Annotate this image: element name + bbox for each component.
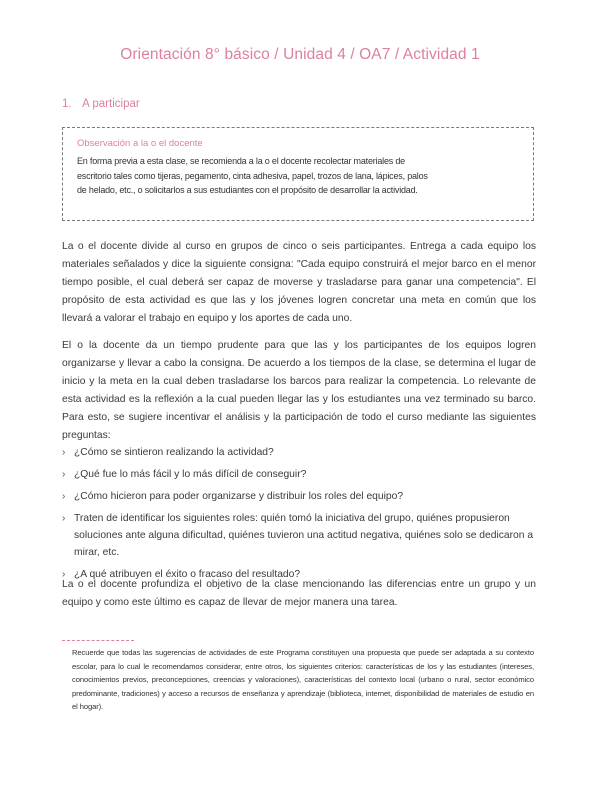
list-item (62, 488, 536, 505)
section-title: A participar (82, 98, 140, 110)
footnote: Recuerde que todas las sugerencias de actividades de este Programa constituyen una propuesta que puede ser adaptada a su contexto escolar, para lo cual le recomendamos considerar, entre otros, los siguientes criterios: características de los y las estudiantes (intereses, conocimientos previos, preconcepciones, creencias y valoraciones), características del contexto local (urbano o rural, sector económico predominante, tradiciones) y acceso a recursos de enseñanza y aprendizaje (biblioteca, internet, disponibilidad de materiales de estudio en el hogar). (72, 648, 534, 711)
question-list (62, 444, 536, 588)
paragraph-conclusion: La o el docente profundiza el objetivo de la clase mencionando las diferencias entre un grupo y un equipo y como este último es capaz de llevar de mejor manera una tarea. (62, 579, 536, 608)
question-text: ¿Cómo se sintieron realizando la actividad? (74, 447, 274, 458)
section-number: 1. (62, 98, 72, 110)
question-text: ¿Qué fue lo más fácil y lo más difícil de conseguir? (74, 469, 307, 480)
chevron-right-icon: › (62, 469, 66, 480)
chevron-right-icon: › (62, 513, 66, 524)
page-title: Orientación 8° básico / Unidad 4 / OA7 / Actividad 1 (120, 46, 480, 63)
chevron-right-icon: › (62, 569, 66, 580)
question-text: ¿A qué atribuyen el éxito o fracaso del resultado? (74, 569, 301, 580)
paragraph-reflection: El o la docente da un tiempo prudente para que las y los participantes de los equipos logren organizarse y llevar a cabo la consigna. De acuerdo a los tiempos de la clase, se determina el lugar de inicio y la meta en la cual deben trasladarse los barcos para realizar la competencia. Lo relevante de esta actividad es la reflexión a la cual pueden llegar las y los estudiantes una vez terminado su barco. Para esto, se sugiere incentivar el análisis y la participación de todo el curso mediante las siguientes preguntas: (62, 340, 536, 441)
list-item (62, 466, 536, 483)
chevron-right-icon: › (62, 491, 66, 502)
note-text: En forma previa a esta clase, se recomienda a la o el docente recolectar materiales de escritorio tales como tijeras, pegamento, cinta adhesiva, papel, trozos de lana, lápices, palos de helado, etc., o solicitarlos a sus estudiantes con el propósito de desarrollar la actividad. (77, 156, 428, 195)
section-heading (62, 98, 140, 110)
paragraph-intro: La o el docente divide al curso en grupos de cinco o seis participantes. Entrega a cada equipo los materiales señalados y dice la siguiente consigna: "Cada equipo construirá el mejor barco en el menor tiempo posible, el cual deberá ser capaz de moverse y trasladarse para ganar una competencia". El propósito de esta actividad es que las y los jóvenes logren concretar una meta en común que los llevará a valorar el trabajo en equipo y los aportes de cada uno. (62, 241, 536, 324)
chevron-right-icon: › (62, 447, 66, 458)
list-item (62, 510, 536, 561)
teacher-note-box (62, 127, 534, 221)
question-text: Traten de identificar los siguientes roles: quién tomó la iniciativa del grupo, quiénes propusieron soluciones ante alguna dificultad, quiénes tuvieron una actitud negativa, quiénes solo se dedicaron a mirar, etc. (74, 513, 534, 558)
list-item (62, 444, 536, 461)
question-text: ¿Cómo hicieron para poder organizarse y distribuir los roles del equipo? (74, 491, 404, 502)
footnote-divider (62, 640, 134, 641)
note-title: Observación a la o el docente (77, 138, 203, 149)
